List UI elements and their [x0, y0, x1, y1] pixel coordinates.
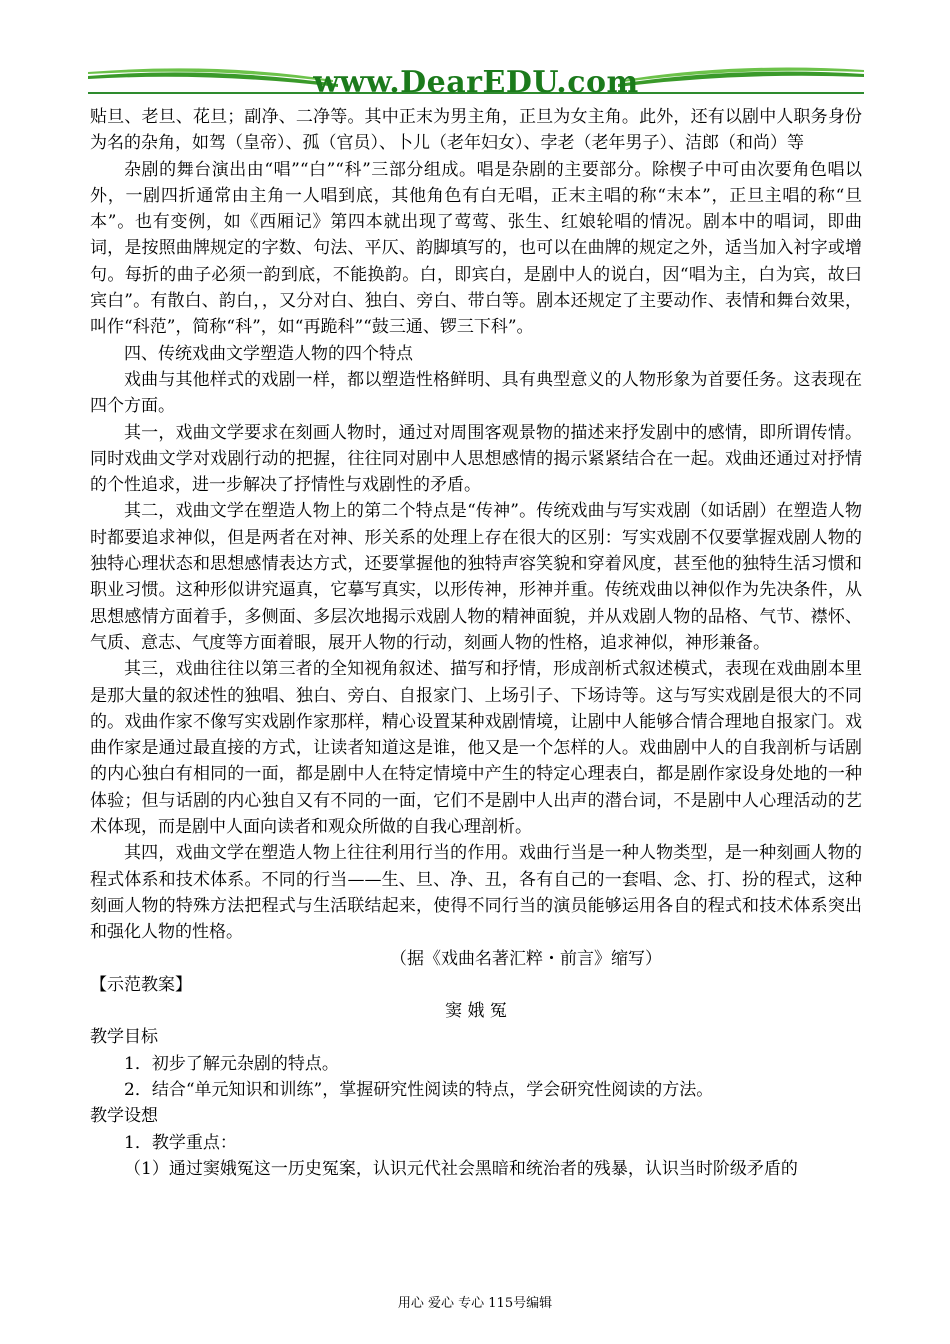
list-item: 1．教学重点：	[124, 1132, 237, 1153]
list-item: （1）通过窦娥冤这一历史冤案，认识元代社会黑暗和统治者的残暴，认识当时阶级矛盾的	[124, 1158, 798, 1179]
paragraph: 其四，戏曲文学在塑造人物上往往利用行当的作用。戏曲行当是一种人物类型，是一种刻画人物的程式体系和技术体系。不同的行当——生、旦、净、丑，各有自己的一套唱、念、打、扮的程式，这种刻画人物的特殊方法把程式与生活联结起来，使得不同行当的演员能够运用各自的程式和技术体系突出和强化人物的性格。	[90, 843, 862, 943]
page-footer: 用心 爱心 专心 115号编辑	[397, 1296, 553, 1311]
section-label: 【示范教案】	[90, 974, 192, 995]
site-header	[88, 62, 864, 102]
lesson-title: 窦 娥 冤	[445, 1001, 507, 1022]
section-heading: 四、传统戏曲文学塑造人物的四个特点	[124, 343, 413, 364]
document-body	[90, 104, 862, 1182]
paragraph: 其三，戏曲往往以第三者的全知视角叙述、描写和抒情，形成剖析式叙述模式，表现在戏曲剧本里是那大量的叙述性的独唱、独白、旁白、自报家门、上场引子、下场诗等。这与写实戏剧是很大的不同的。戏曲作家不像写实戏剧作家那样，精心设置某种戏剧情境，让剧中人能够合情合理地自报家门。戏曲作家是通过最直接的方式，让读者知道这是谁，他又是一个怎样的人。戏曲剧中人的自我剖析与话剧的内心独白有相同的一面，都是剧中人在特定情境中产生的特定心理表白，都是剧作家设身处地的一种体验；但与话剧的内心独自又有不同的一面，它们不是剧中人出声的潜台词，不是剧中人心理活动的艺术体现，而是剧中人面向读者和观众所做的自我心理剖析。	[90, 659, 862, 838]
paragraph: 戏曲与其他样式的戏剧一样，都以塑造性格鲜明、具有典型意义的人物形象为首要任务。这表现在四个方面。	[90, 369, 862, 417]
list-item: 1．初步了解元杂剧的特点。	[124, 1053, 339, 1074]
site-logo-text[interactable]: www.DearEDU.com	[313, 65, 639, 100]
paragraph: 其一，戏曲文学要求在刻画人物时，通过对周围客观景物的描述来抒发剧中的感情，即所谓传情。同时戏曲文学对戏剧行动的把握，往往同对剧中人思想感情的揭示紧紧结合在一起。戏曲还通过对抒情的个性追求，进一步解决了抒情性与戏剧性的矛盾。	[90, 422, 862, 496]
paragraph: 贴旦、老旦、花旦；副净、二净等。其中正末为男主角，正旦为女主角。此外，还有以剧中人职务身份为名的杂角，如驾（皇帝）、孤（官员）、卜儿（老年妇女）、孛老（老年男子）、洁郎（和尚）等	[90, 107, 862, 154]
source-note: （据《戏曲名著汇粹・前言》缩写）	[390, 948, 662, 969]
teaching-design-heading: 教学设想	[90, 1106, 158, 1127]
list-item: 2．结合“单元知识和训练”，掌握研究性阅读的特点，学会研究性阅读的方法。	[124, 1079, 714, 1100]
teaching-goals-heading: 教学目标	[90, 1027, 158, 1048]
paragraph: 杂剧的舞台演出由“唱”“白”“科”三部分组成。唱是杂剧的主要部分。除楔子中可由次要角色唱以外，一剧四折通常由主角一人唱到底，其他角色有白无唱，正末主唱的称“末本”，正旦主唱的称“旦本”。也有变例，如《西厢记》第四本就出现了莺莺、张生、红娘轮唱的情况。剧本中的唱词，即曲词，是按照曲牌规定的字数、句法、平仄、韵脚填写的，也可以在曲牌的规定之外，适当加入衬字或增句。每折的曲子必须一韵到底，不能换韵。白，即宾白，是剧中人的说白，因“唱为主，白为宾，故曰宾白”。有散白、韵白，，又分对白、独白、旁白、带白等。剧本还规定了主要动作、表情和舞台效果，叫作“科范”，简称“科”，如“再跪科”“鼓三通、锣三下科”。	[90, 159, 862, 338]
paragraph: 其二，戏曲文学在塑造人物上的第二个特点是“传神”。传统戏曲与写实戏剧（如话剧）在塑造人物时都要追求神似，但是两者在对神、形关系的处理上存在很大的区别：写实戏剧不仅要掌握戏剧人物的独特心理状态和思想感情表达方式，还要掌握他的独特声容笑貌和穿着风度，甚至他的独特生活习惯和职业习惯。这种形似讲究逼真，它摹写真实，以形传神，形神并重。传统戏曲以神似作为先决条件，从思想感情方面着手，多侧面、多层次地揭示戏剧人物的精神面貌，并从戏剧人物的品格、气节、襟怀、气质、意志、气度等方面着眼，展开人物的行动，刻画人物的性格，追求神似，神形兼备。	[90, 501, 862, 653]
